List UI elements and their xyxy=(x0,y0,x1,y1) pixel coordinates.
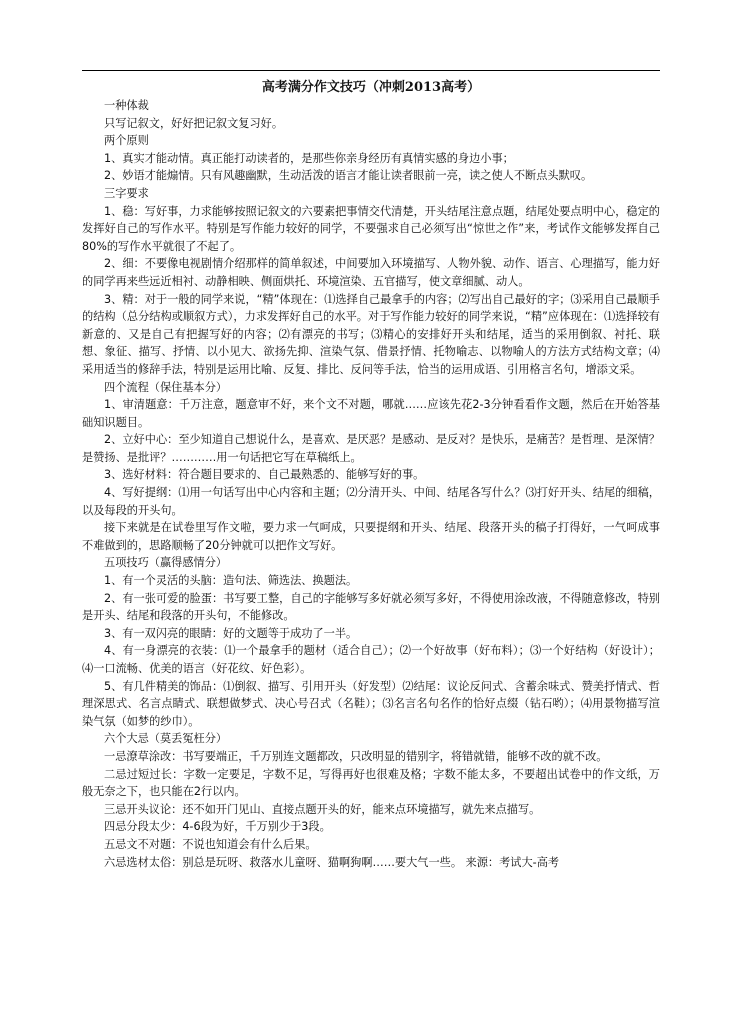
section-line: 六忌选材太俗：别总是玩呀、救落水儿童呀、猫啊狗啊……要大气一些。 来源：考试大-高考 xyxy=(104,855,560,869)
paragraph: 接下来就是在试卷里写作文啦，要力求一气呵成，只要提纲和开头、结尾、段落开头的稿子打得好，一气呵成事不难做到的，思路顺畅了20分钟就可以把作文写好。 xyxy=(82,521,660,552)
paragraph: 二忌过短过长：字数一定要足，字数不足，写得再好也很难及格；字数不能太多，不要超出试卷中的作文纸，万般无奈之下，也只能在2行以内。 xyxy=(82,767,660,799)
section-line: 两个原则 xyxy=(104,134,149,148)
paragraph: 2、妙语才能煽情。只有风趣幽默，生动活泼的语言才能让读者眼前一亮，读之使人不断点头默叹。 xyxy=(104,169,593,183)
section-line: 五忌文不对题：不说也知道会有什么后果。 xyxy=(104,837,317,851)
paragraph: 1、稳：写好事，力求能够按照记叙文的六要素把事情交代清楚，开头结尾注意点题，结尾处要点明中心，稳定的发挥好自己的写作水平。特别是写作能力较好的同学，不要强求自己必须写出“惊世之作”来，考试作文能够发挥自己80%的写作水平就很了不起了。 xyxy=(82,204,660,253)
paragraph: 4、有一身漂亮的衣装：⑴一个最拿手的题材（适合自己）；⑵一个好故事（好布料）；⑶一个好结构（好设计）；⑷一口流畅、优美的语言（好花纹、好色彩）。 xyxy=(82,644,660,675)
paragraph: 2、立好中心：至少知道自己想说什么，是喜欢、是厌恶？是感动、是反对？是快乐，是痛苦？是哲理、是深情？是赞扬、是批评？…………用一句话把它写在草稿纸上。 xyxy=(82,433,660,464)
paragraph: 5、有几件精美的饰品：⑴倒叙、描写、引用开头（好发型）⑵结尾：议论反问式、含蓄余味式、赞美抒情式、哲理深思式、名言点睛式、联想做梦式、决心号召式（名鞋）；⑶名言名句名作的恰好点缀（钻石哟）；⑷用景物描写渲染气氛（如梦的纱巾）。 xyxy=(82,679,660,728)
section-line: 一忌潦草涂改：书写要端正，千万别连文题都改，只改明显的错别字，将错就错，能够不改的就不改。 xyxy=(104,749,608,763)
document-page xyxy=(82,58,660,871)
paragraph: 3、选好材料：符合题目要求的、自己最熟悉的、能够写好的事。 xyxy=(104,468,425,482)
paragraph: 2、细：不要像电视剧情介绍那样的简单叙述，中间要加入环境描写、人物外貌、动作、语言、心理描写，能力好的同学再来些远近相衬、动静相映、侧面烘托、环境渲染、五官描写，使文章细腻、动人。 xyxy=(82,257,660,288)
section-line: 五项技巧（赢得感情分） xyxy=(104,556,228,570)
paragraph: 3、有一双闪亮的眼睛：好的文题等于成功了一半。 xyxy=(104,626,358,640)
document-body xyxy=(82,97,660,871)
header-rule xyxy=(82,70,660,71)
paragraph: 1、真实才能动情。真正能打动读者的，是那些你亲身经历有真情实感的身边小事； xyxy=(104,151,514,165)
paragraph: 4、写好提纲：⑴用一句话写出中心内容和主题；⑵分清开头、中间、结尾各写什么？⑶打好开头、结尾的细稿，以及每段的开头句。 xyxy=(82,486,660,517)
document-title: 高考满分作文技巧（冲刺2013高考） xyxy=(261,80,481,95)
section-line: 四个流程（保住基本分） xyxy=(104,380,228,394)
section-line: 四忌分段太少：4-6段为好，千万别少于3段。 xyxy=(104,820,331,834)
section-line: 只写记叙文，好好把记叙文复习好。 xyxy=(104,116,284,130)
paragraph: 2、有一张可爱的脸蛋：书写要工整，自己的字能够写多好就必须写多好，不得使用涂改液，不得随意修改，特别是开头、结尾和段落的开头句，不能修改。 xyxy=(82,591,660,623)
section-line: 一种体裁 xyxy=(104,99,149,112)
section-line: 三忌开头议论：还不如开门见山、直接点题开头的好，能来点环境描写，就先来点描写。 xyxy=(104,802,541,816)
paragraph: 3、精：对于一般的同学来说，“精”体现在：⑴选择自己最拿手的内容；⑵写出自己最好的字；⑶采用自己最顺手的结构（总分结构或顺叙方式），力求发挥好自己的水平。对于写作能力较好的同学来说，“精”应体现在：⑴选择较有新意的、又是自己有把握写好的内容；⑵有漂亮的书写；⑶精心的安排好开头和结尾，适当的采用倒叙、衬托、联想、象征、描写、抒情、以小见大、欲扬先抑、渲染气氛、借景抒情、托物喻志、以物喻人的方法方式结构文章；⑷采用适当的修辞手法，特别是运用比喻、反复、排比、反问等手法，恰当的运用成语、引用格言名句，增添文采。 xyxy=(82,292,660,376)
paragraph: 1、有一个灵活的头脑：造句法、筛选法、换题法。 xyxy=(104,574,358,588)
section-line: 三字要求 xyxy=(104,186,149,200)
paragraph: 1、审清题意：千万注意，题意审不好，来个文不对题，哪就……应该先花2-3分钟看看作文题，然后在开始答基础知识题目。 xyxy=(82,398,660,429)
section-line: 六个大忌（莫丢冤枉分） xyxy=(104,732,228,746)
